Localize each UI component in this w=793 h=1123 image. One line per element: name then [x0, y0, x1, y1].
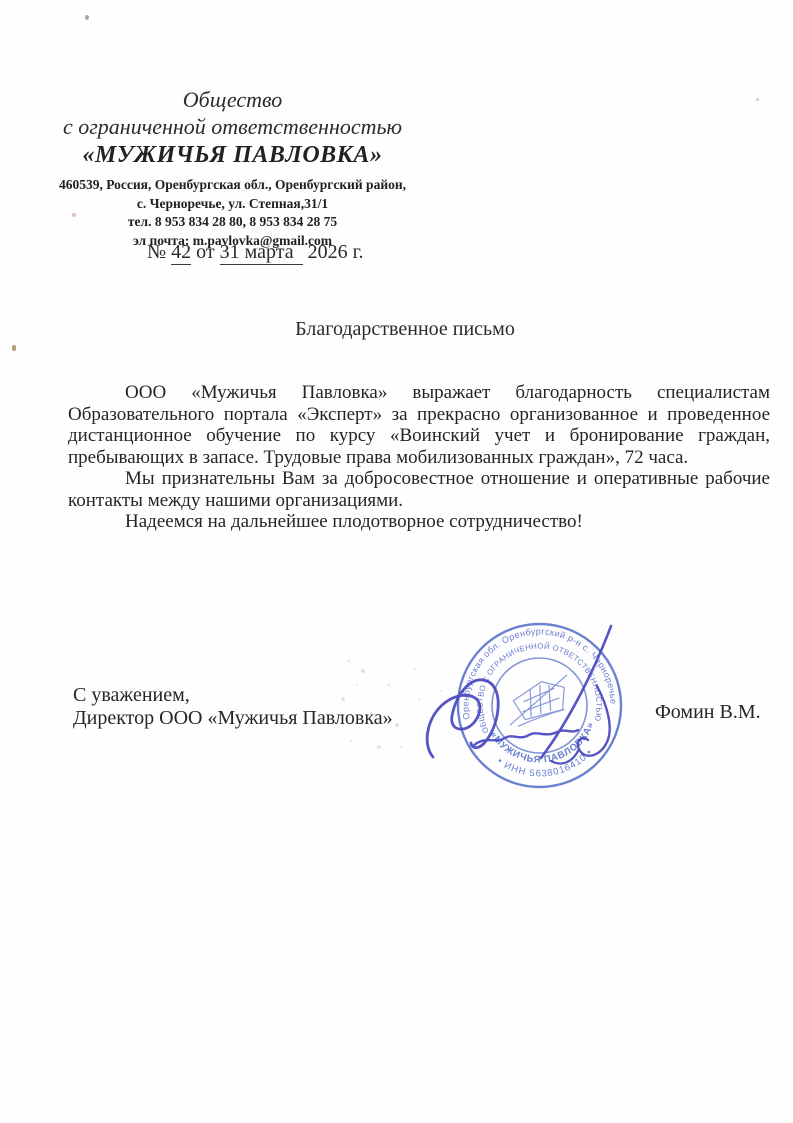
company-form-line-1: Общество — [182, 87, 283, 112]
scan-noise-patch — [348, 660, 350, 662]
ref-no-label: № — [147, 241, 172, 263]
ref-year: 2026 г. — [302, 241, 364, 263]
body-line: Мы признательны Вам за добросовестное отношение и оперативные рабочие — [125, 468, 770, 489]
ref-number: 42 — [171, 241, 192, 263]
company-address — [55, 176, 410, 250]
company-form-line-2: с ограниченной ответственностью — [62, 114, 403, 139]
scan-speck — [85, 15, 89, 20]
phone-line: тел. 8 953 834 28 80, 8 953 834 28 75 — [127, 214, 338, 229]
body-line: контакты между нашими организациями. — [68, 489, 404, 511]
body-line: ООО «Мужичья Павловка» выражает благодарность специалистам — [125, 382, 770, 403]
scan-speck — [72, 213, 76, 217]
ref-ot: от — [191, 241, 220, 263]
letterhead — [55, 86, 410, 250]
reference-line — [147, 241, 364, 264]
address-line-2: с. Черноречье, ул. Степная,31/1 — [136, 195, 329, 211]
stamp-outer-top-text: Оренбургская обл. Оренбургский р-н с. Черноречье — [460, 626, 619, 721]
company-name: «МУЖИЧЬЯ ПАВЛОВКА» — [82, 142, 383, 168]
email-line: эл почта: m.pavlovka@gmail.com — [132, 232, 333, 248]
stamp-inner-top-text: ОБЩЕСТВО С ОГРАНИЧЕННОЙ ОТВЕТСТВЕННОСТЬЮ — [475, 641, 604, 735]
body-line: Надеемся на дальнейшее плодотворное сотрудничество! — [125, 511, 583, 532]
body-line: пребывающих в запасе. Трудовые права мобилизованных граждан», 72 часа. — [68, 446, 689, 468]
scan-speck — [756, 98, 759, 101]
signature-closing — [73, 684, 393, 730]
body-line: Образовательного портала «Эксперт» за прекрасно организованное и проведенное — [68, 403, 770, 425]
closing-line: С уважением, — [73, 684, 190, 706]
stamp-inner-bottom-text: «МУЖИЧЬЯ ПАВЛОВКА» — [487, 720, 597, 766]
stamp-outer-bottom-text: • ИНН 5638016410 • — [495, 746, 596, 780]
signer-position: Директор ООО «Мужичья Павловка» — [73, 707, 393, 729]
scan-speck — [12, 345, 16, 351]
address-line-1: 460539, Россия, Оренбургская обл., Оренбургский район, — [58, 177, 407, 192]
signer-name: Фомин В.М. — [655, 701, 761, 723]
signature-ink-icon — [415, 612, 645, 782]
body-line: дистанционное обучение по курсу «Воинский учет и бронирование граждан, — [68, 425, 770, 446]
ref-date: 31 марта — [220, 241, 303, 265]
document-title: Благодарственное письмо — [295, 318, 515, 340]
letter-body — [68, 382, 770, 533]
